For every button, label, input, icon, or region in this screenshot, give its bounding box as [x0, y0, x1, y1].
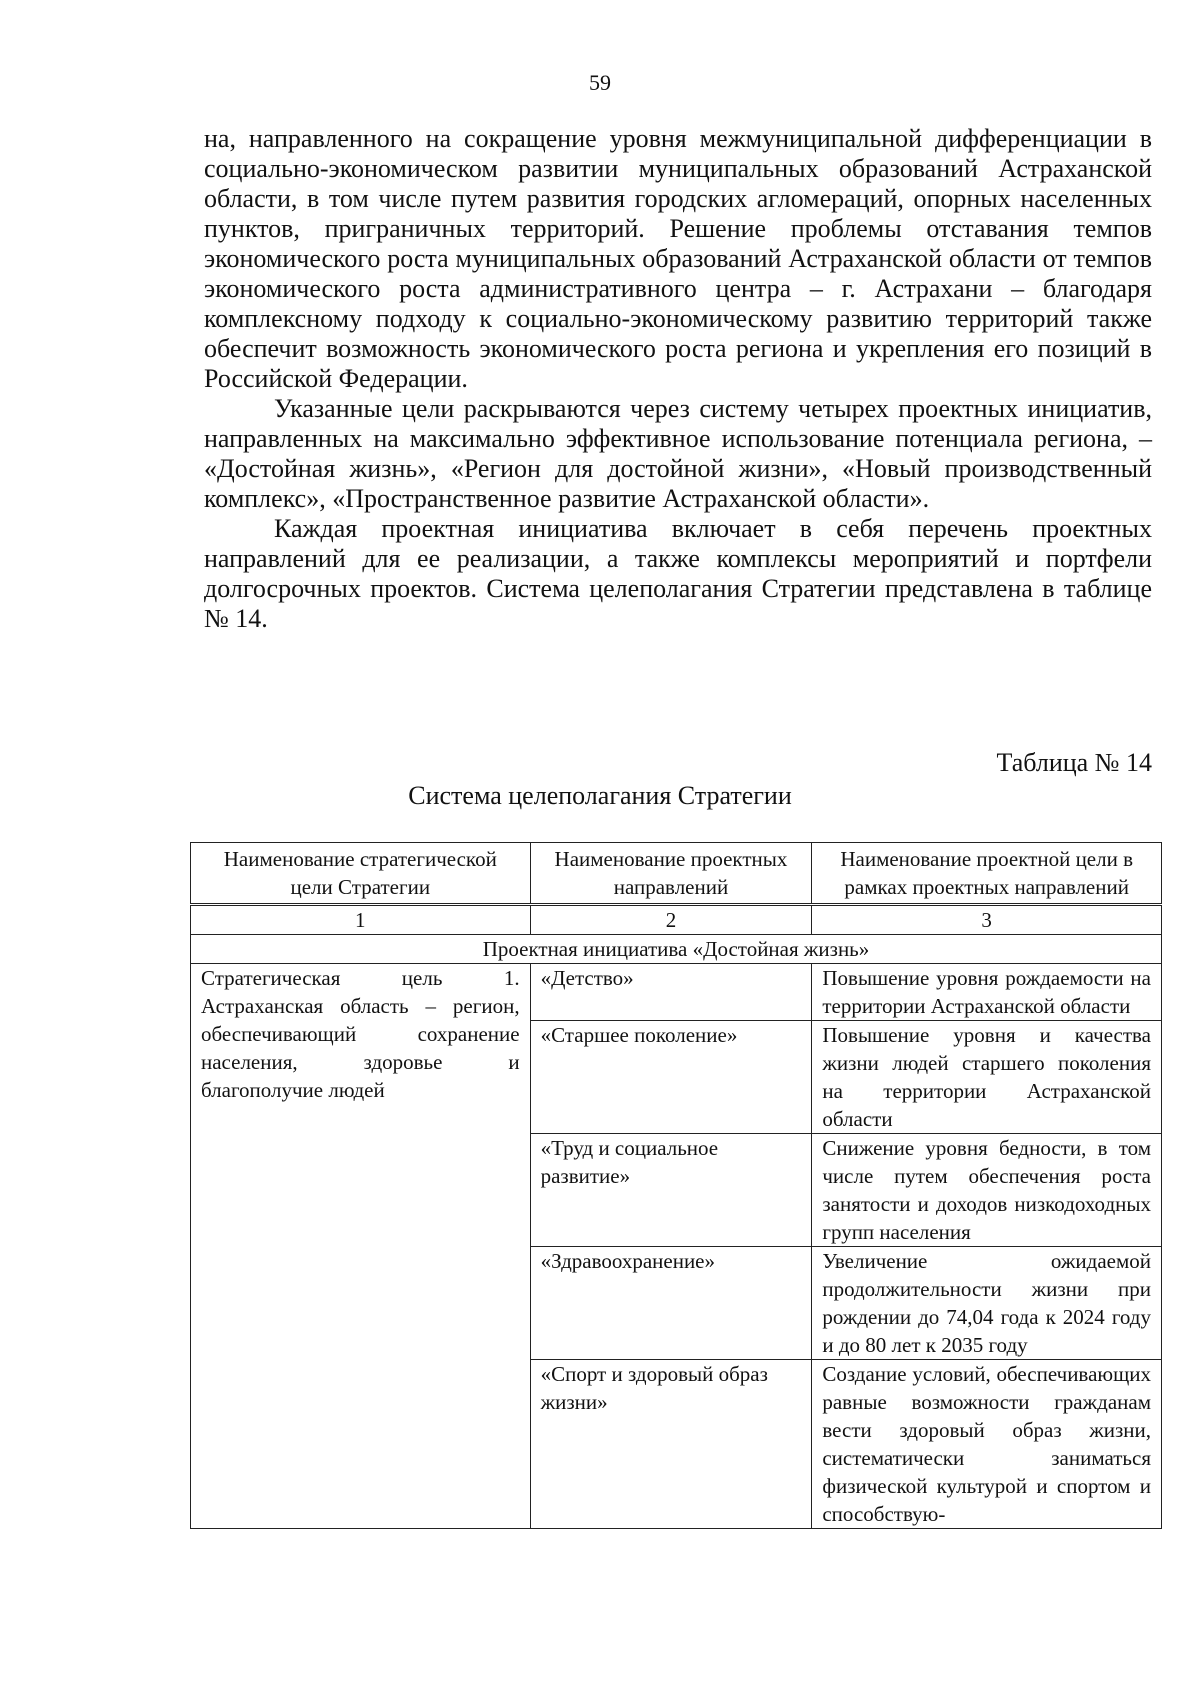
direction-cell: «Здравоохранение»	[530, 1247, 812, 1360]
direction-cell: «Спорт и здоровый образ жизни»	[530, 1360, 812, 1529]
direction-cell: «Детство»	[530, 964, 812, 1021]
goals-table	[190, 842, 1162, 1529]
body-text	[204, 124, 1152, 634]
paragraph-1: на, направленного на сокращение уровня межмуниципальной дифференциации в социально-экономическом развитии муниципальных образований Астраханской области, в том числе путем развития городских агломераций, опорных населенных пунктов, приграничных территорий. Решение проблемы отставания темпов экономического роста муниципальных образований Астраханской области от темпов экономического роста административного центра – г. Астрахани – благодаря комплексному подходу к социально-экономическому развитию территорий также обеспечит возможность экономического роста региона и укрепления его позиций в Российской Федерации.	[204, 124, 1152, 393]
page-number: 59	[589, 70, 611, 95]
goal-cell: Увеличение ожидаемой продолжительности жизни при рождении до 74,04 года к 2024 году и до 80 лет к 2035 году	[812, 1247, 1162, 1360]
paragraph-3: Каждая проектная инициатива включает в себя перечень проектных направлений для ее реализации, а также комплексы мероприятий и портфели долгосрочных проектов. Система целеполагания Стратегии представлена в таблице № 14.	[204, 514, 1152, 633]
header-strategic-goal: Наименование стратегической цели Стратегии	[191, 843, 531, 905]
paragraph-2: Указанные цели раскрываются через систему четырех проектных инициатив, направленных на максимально эффективное использование потенциала региона, – «Достойная жизнь», «Регион для достойной жизни», «Новый производственный комплекс», «Пространственное развитие Астраханской области».	[204, 394, 1152, 513]
section-title: Проектная инициатива «Достойная жизнь»	[191, 935, 1162, 964]
table-row	[191, 964, 1162, 1021]
strategic-goal-cell: Стратегическая цель 1. Астраханская область – регион, обеспечивающий сохранение населения, здоровье и благополучие людей	[191, 964, 531, 1529]
table-title: Система целеполагания Стратегии	[408, 781, 792, 810]
goal-cell: Повышение уровня рождаемости на территории Астраханской области	[812, 964, 1162, 1021]
direction-cell: «Старшее поколение»	[530, 1021, 812, 1134]
goal-cell: Повышение уровня и качества жизни людей старшего поколения на территории Астраханской области	[812, 1021, 1162, 1134]
column-number-row	[191, 905, 1162, 935]
goal-cell: Снижение уровня бедности, в том числе путем обеспечения роста занятости и доходов низкодоходных групп населения	[812, 1134, 1162, 1247]
header-project-goal: Наименование проектной цели в рамках проектных направлений	[812, 843, 1162, 905]
column-number: 2	[530, 905, 812, 935]
table-number-label: Таблица № 14	[996, 748, 1152, 777]
table-header-row	[191, 843, 1162, 905]
header-project-directions: Наименование проектных направлений	[530, 843, 812, 905]
column-number: 1	[191, 905, 531, 935]
direction-cell: «Труд и социальное развитие»	[530, 1134, 812, 1247]
goal-cell: Создание условий, обеспечивающих равные возможности гражданам вести здоровый образ жизни, систематически заниматься физической культурой и спортом и способствую-	[812, 1360, 1162, 1529]
column-number: 3	[812, 905, 1162, 935]
section-row	[191, 935, 1162, 964]
